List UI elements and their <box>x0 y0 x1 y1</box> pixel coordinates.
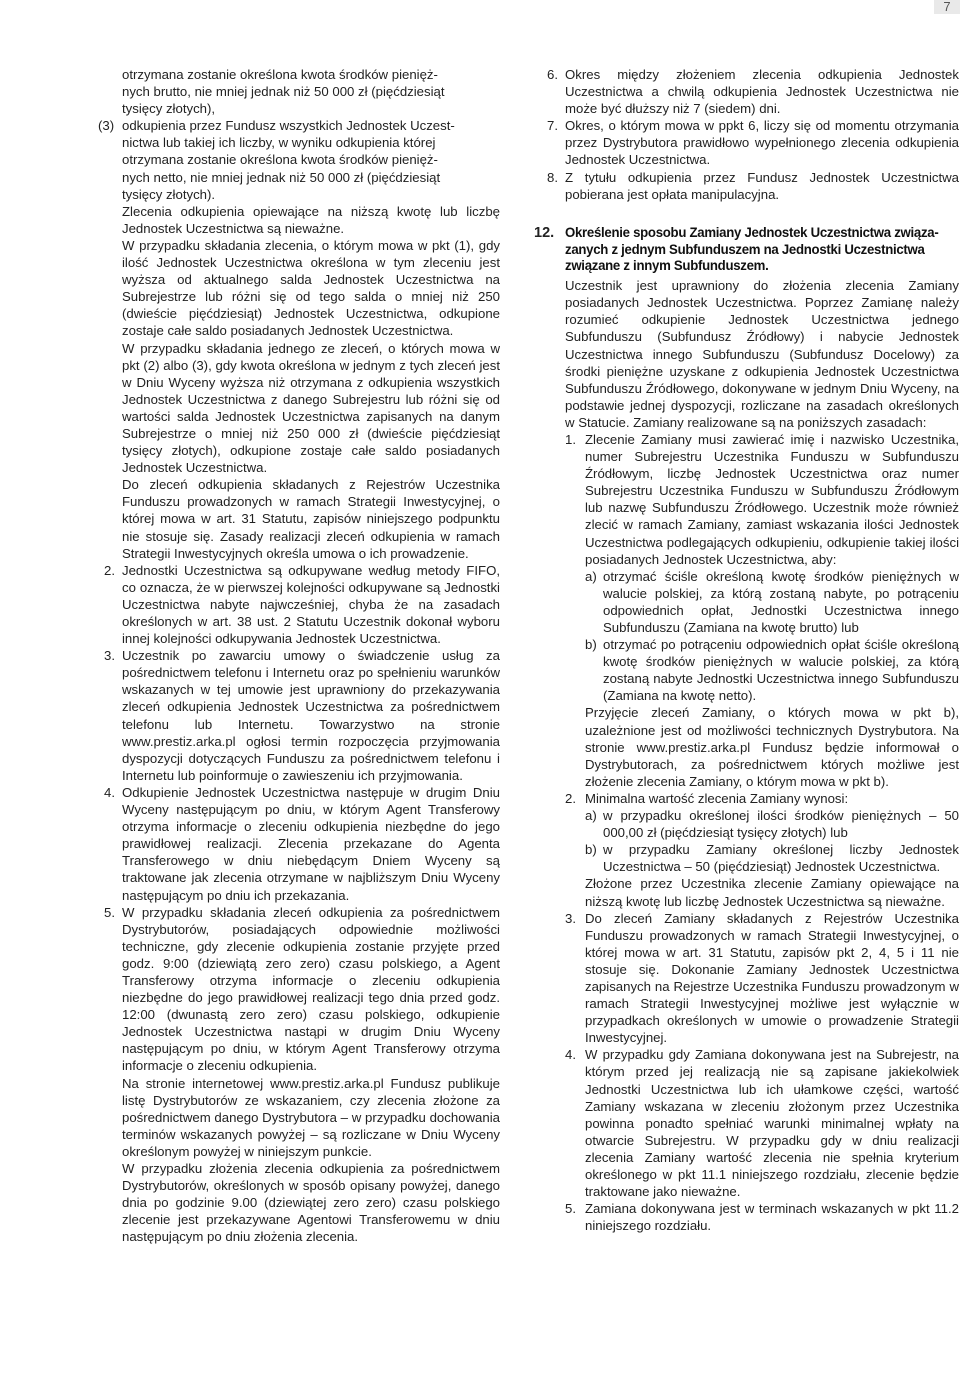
sub-item-text: otrzymać ściśle określoną kwotę środków pieniężnych w walucie polskiej, za którą zostaną nabyte, po potrąceniu odpowiednich opłat, Jednostki Uczestnictwa innego Subfunduszu (Zamiana na kwotę brutto) lub <box>603 568 959 636</box>
section-title-line: Określenie sposobu Zamiany Jednostek Uczestnictwa związa- <box>565 224 939 241</box>
paragraph: Do zleceń odkupienia składanych z Rejestrów Uczestnika Funduszu prowadzonych w ramach Strategii Inwestycyjnej, o której mowa w art. 31 Statutu, zapisów niniejszego podpunktu nie stosuje się. Zasady realizacji zleceń odkupienia w ramach Strategii Inwestycyjnych określa umowa o ich prowadzenie. <box>122 477 500 561</box>
sub-item-letter: a) <box>585 808 597 824</box>
section-intro: Uczestnik jest uprawniony do złożenia zlecenia Zamiany posiadanych Jednostek Uczestnictwa. Poprzez Zamianę należy rozumieć odkupienie Jednostek Uczestnictwa jednego Subfunduszu (Subfundusz Źródłowy) i nabycie Jednostek Uczestnictwa innego Subfunduszu (Subfundusz Docelowy) za środki pieniężne uzyskane z odkupienia Jednostek Uczestnictwa Subfunduszu Źródłowego, dokonywane w jednym Dniu Wyceny, na podstawie jednej dyspozycji, rozliczane na zasadach określonych w Statucie. Zamiany realizowane są na poniższych zasadach: <box>565 278 959 430</box>
list-item-3 <box>98 117 500 202</box>
list-number: 6. <box>547 67 558 82</box>
section-title-line: zanych z jednym Subfunduszem na Jednostki Uczestnictwa <box>565 241 925 258</box>
list-text: Zamiana dokonywana jest w terminach wskazanych w pkt 11.2 niniejszego rozdziału. <box>585 1201 959 1234</box>
list-item <box>104 562 500 647</box>
sub-item <box>565 841 959 875</box>
intro-line: tysięcy złotych), <box>122 101 216 117</box>
list-number: 2. <box>565 790 576 806</box>
list-text: Odkupienie Jednostek Uczestnictwa następuje w drugim Dniu Wyceny następującym po dniu, w którym Agent Transferowy otrzyma informacje o zleceniu odkupienia niezbędne do jego prawidłowej realizacji. Zlecenia przekazane do Agenta Transferowego w dniu niebędącym Dniem Wyceny są traktowane jak zlecenia otrzymane w najbliższym Dniu Wyceny następującym po dniu ich przekazania. <box>122 784 500 903</box>
paragraph: Złożone przez Uczestnika zlecenie Zamiany opiewające na niższą kwotę lub liczbę Jednostek Uczestnictwa są nieważne. <box>585 876 959 909</box>
list-item <box>565 1046 959 1200</box>
list-text: Zlecenie Zamiany musi zawierać imię i nazwisko Uczestnika, numer Subrejestru Uczestnika Funduszu w Subfunduszu Źródłowym, liczbę Jednostek Uczestnictwa oraz numer Subrejestru Uczestnika Funduszu w Subfunduszu Źródłowym lub nazwę Subfunduszu Źródłowego. Uczestnik może również zlecić w ramach Zamiany, zamiast wskazania ilości Jednostek Uczestnictwa podlegających odkupieniu, odkupienie takiej ilości posiadanych Jednostek Uczestnictwa, aby: <box>585 431 959 567</box>
item-line: nych netto, nie mniej jednak niż 50 000 zł (pięćdziesiąt <box>122 169 441 185</box>
list-text: Jednostki Uczestnictwa są odkupywane według metody FIFO, co oznacza, że w pierwszej kolejności odkupywane są Jednostki Uczestnictwa nabyte najwcześniej, chyba że na zasadach określonych w art. 38 ust. 2 Statutu Uczestnik dokonał wyboru innej kolejności odkupywania Jednostek Uczestnictwa. <box>122 562 500 647</box>
section-title-line: związane z innym Subfunduszem. <box>565 258 769 275</box>
sub-item <box>565 807 959 841</box>
list-text: Do zleceń Zamiany składanych z Rejestrów Uczestnika Funduszu prowadzonych w ramach Strategii Inwestycyjnej, o której mowa w art. 31 Statutu, zapisów pkt 2, 4, 5 i 11 nie stosuje się. Dokonanie Zamiany Jednostek Uczestnictwa zapisanych na Rejestrze Uczestnika Funduszu prowadzonym w ramach Strategii Inwestycyjnej możliwe jest wyłącznie w przypadkach określonych w umowie o prowadzenie Strategii Inwestycyjnej. <box>585 910 959 1046</box>
list-text: Okres, o którym mowa w ppkt 6, liczy się od momentu otrzymania przez Dystrybutora prawidłowo wypełnionego zlecenia odkupienia Jednostek Uczestnictwa. <box>565 118 959 168</box>
list-item <box>547 117 959 168</box>
list-text: Uczestnik po zawarciu umowy o świadczenie usług za pośrednictwem telefonu i Internetu oraz po spełnieniu warunków wskazanych w tej umowie jest uprawniony do przekazywania zleceń odkupienia Jednostek Uczestnictwa za pośrednictwem telefonu lub Internetu. Towarzystwo na stronie www.prestiz.arka.pl ogłosi termin rozpoczęcia przyjmowania dyspozycji dotyczących Funduszu za pośrednictwem telefonu i Internetu lub poinformuje o zawieszeniu ich przyjmowania. <box>122 648 500 783</box>
sub-item <box>565 636 959 704</box>
section-number: 12. <box>534 224 555 241</box>
sub-item-letter: b) <box>585 842 597 858</box>
section-heading <box>534 224 959 275</box>
list-text: Minimalna wartość zlecenia Zamiany wynosi: <box>585 790 849 806</box>
list-number: 3. <box>104 648 115 664</box>
list-number: 3. <box>565 910 576 926</box>
sub-item <box>565 568 959 636</box>
list-item <box>104 904 500 1246</box>
item-line: odkupienia przez Fundusz wszystkich Jednostek Uczest- <box>122 118 455 134</box>
list-text: Okres między złożeniem zlecenia odkupienia Jednostek Uczestnictwa a chwilą odkupienia Jednostek Uczestnictwa nie może być dłuższy niż 7 (siedem) dni. <box>565 67 959 117</box>
intro-line: nych brutto, nie mniej jednak niż 50 000 zł (pięćdziesiąt <box>122 84 445 100</box>
list-number: 7. <box>547 118 558 134</box>
list-text: Z tytułu odkupienia przez Fundusz Jednostek Uczestnictwa pobierana jest opłata manipulacyjna. <box>565 169 959 202</box>
list-text: W przypadku składania zleceń odkupienia za pośrednictwem Dystrybutorów, posiadających odpowiednie możliwości techniczne, gdy zlecenie odkupienia zostanie przyjęte przed godz. 9:00 (dziewiątą zero zero) czasu polskiego, a Agent Transferowy otrzyma informacje o zleceniu odkupienia niezbędne do jego prawidłowej realizacji tego dnia przed godz. 12:00 (dwunastą zero zero) czasu polskiego, odkupienie Jednostek Uczestnictwa nastąpi w drugim Dniu Wyceny następującym po dniu, w którym Agent Transferowy otrzyma informacje o zleceniu odkupienia. <box>122 904 500 1074</box>
left-column <box>98 66 500 1245</box>
list-number: 1. <box>565 431 576 447</box>
sub-item-letter: a) <box>585 568 597 584</box>
paragraph: W przypadku składania zlecenia, o którym mowa w pkt (1), gdy ilość Jednostek Uczestnictwa określona w tym zleceniu jest wyższa od aktualnego salda Jednostek Uczestnictwa na Subrejestrze lub różni się od tego salda o mniej niż 250 (dwieście pięćdziesiąt) Jednostek Uczestnictwa, odkupione zostaje całe saldo posiadanych Jednostek Uczestnictwa. <box>122 237 500 339</box>
list-number: 5. <box>104 904 115 920</box>
paragraph: Zlecenia odkupienia opiewające na niższą kwotę lub liczbę Jednostek Uczestnictwa są nieważne. <box>122 203 500 236</box>
list-number: 4. <box>104 784 115 800</box>
page-number: 7 <box>934 0 960 14</box>
paragraph: Przyjęcie zleceń Zamiany, o których mowa w pkt b), uzależnione jest od możliwości technicznych Dystrybutora. Na stronie www.prestiz.arka.pl Fundusz będzie informował o Dystrybutorach, za pośrednictwem których możliwe jest złożenie zlecenia Zamiany, o którym mowa w pkt b). <box>585 705 959 789</box>
list-item <box>547 169 959 203</box>
list-item <box>104 784 500 904</box>
list-item <box>104 647 500 784</box>
right-column <box>534 66 959 1234</box>
list-item <box>565 790 959 807</box>
sub-item-text: w przypadku określonej ilości środków pieniężnych – 50 000,00 zł (pięćdziesiąt tysięcy złotych) lub <box>603 808 959 841</box>
list-item <box>565 431 959 568</box>
sub-item-text: w przypadku Zamiany określonej liczby Jednostek Uczestnictwa – 50 (pięćdziesiąt) Jednostek Uczestnictwa. <box>603 842 959 875</box>
list-number: (3) <box>98 118 115 134</box>
item-line: tysięcy złotych). <box>122 186 216 202</box>
list-number: 4. <box>565 1047 576 1063</box>
list-item <box>565 1200 959 1234</box>
list-text: W przypadku gdy Zamiana dokonywana jest na Subrejestr, na którym przed jej realizacją nie są zapisane jakiekolwiek Jednostki Uczestnictwa lub ich ułamkowe części, wartość Zamiany wskazana w zleceniu złożonym przez Uczestnika powinna ponadto spełniać warunki minimalnej wpłaty na otwarcie Subrejestru. W przypadku gdy w dniu realizacji zlecenia Zamiany wartość zlecenia nie spełnia kryterium określonego w pkt 11.1 niniejszego rozdziału, zlecenie będzie traktowane jako nieważne. <box>585 1047 959 1200</box>
section-title <box>565 225 960 275</box>
list-item <box>547 66 959 117</box>
paragraph: W przypadku złożenia zlecenia odkupienia za pośrednictwem Dystrybutorów, określonych w sposób opisany powyżej, danego dnia po godzinie 9.00 (dziewiątej zero zero) czasu polskiego zlecenie jest przekazywane Agentowi Transferowemu w dniu następującym po dniu złożenia zlecenia. <box>122 1161 500 1245</box>
sub-item-letter: b) <box>585 637 597 653</box>
list-item <box>565 910 959 1047</box>
list-number: 8. <box>547 169 558 185</box>
intro-line: otrzymana zostanie określona kwota środków pienięż- <box>122 67 438 82</box>
list-number: 2. <box>104 562 115 578</box>
paragraph: W przypadku składania jednego ze zleceń, o których mowa w pkt (2) albo (3), gdy kwota określona w jednym z tych zleceń jest w Dniu Wyceny wyższa niż otrzymana z odkupienia wszystkich Jednostek Uczestnictwa z danego Subrejestru lub różni się od wartości salda Jednostek Uczestnictwa zapisanych na danym Subrejestrze o mniej niż 250 000 zł (dwieście pięćdziesiąt tysięcy złotych), odkupione zostaje całe saldo posiadanych Jednostek Uczestnictwa. <box>122 340 500 476</box>
item-line: nictwa lub takiej ich liczby, w wyniku odkupienia której <box>122 135 436 151</box>
paragraph: Na stronie internetowej www.prestiz.arka.pl Fundusz publikuje listę Dystrybutorów ze wskazaniem, czy zlecenia złożone za pośrednictwem danego Dystrybutora – w przypadku dochowania terminów wskazanych powyżej – są rozliczane w Dniu Wyceny określonym powyżej w niniejszym punkcie. <box>122 1075 500 1159</box>
sub-item-text: otrzymać po potrąceniu odpowiednich opłat ściśle określoną kwotę środków pieniężnych w walucie polskiej, za którą zostaną nabyte Jednostki Uczestnictwa innego Subfunduszu (Zamiana na kwotę netto). <box>603 637 959 704</box>
list-number: 5. <box>565 1201 576 1217</box>
item-line: otrzymana zostanie określona kwota środków pienięż- <box>122 152 438 168</box>
